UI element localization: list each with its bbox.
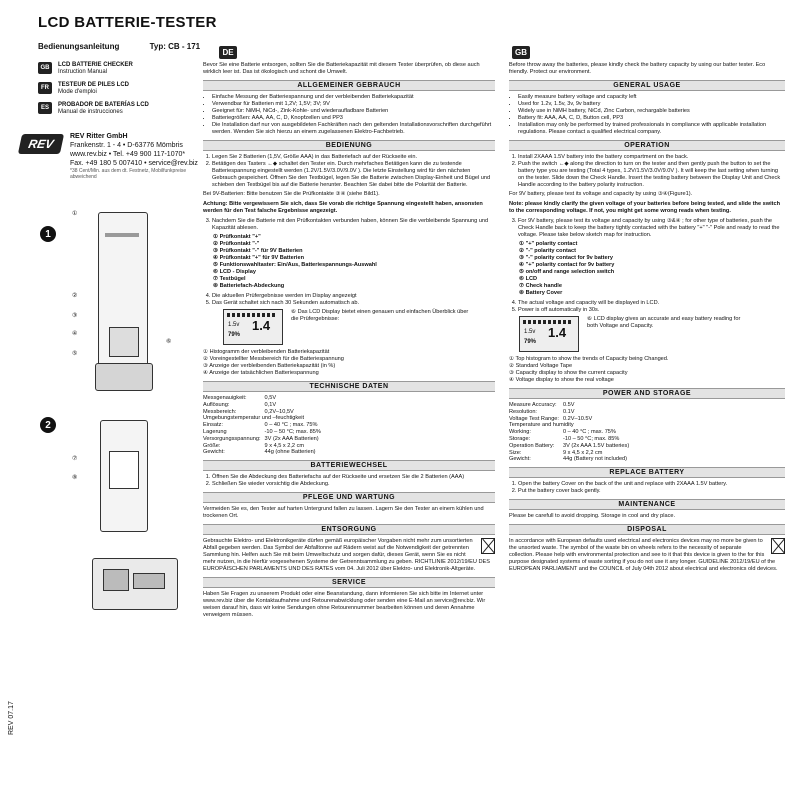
lcd-histogram — [523, 320, 573, 324]
manual-label: Bedienungsanleitung — [38, 42, 120, 51]
list-item: ④ Anzeige der tatsächlichen Batteriespannung — [203, 370, 319, 376]
callout-2: ② — [72, 293, 78, 299]
table-cell: Voltage Test Range: — [509, 415, 559, 422]
table-cell: Operation Battery: — [509, 442, 555, 449]
table-row — [203, 409, 325, 416]
gb-step3-list — [509, 218, 785, 239]
list-item: 1. Open the battery Cover on the back of the unit and replace with 2XAAA 1.5V battery. — [518, 481, 785, 488]
table-row — [509, 409, 633, 416]
list-item: ① Prüfkontakt "+" — [213, 234, 261, 240]
list-item: • Used for 1.2v, 1.5v, 3v, 9v battery — [518, 101, 785, 108]
list-item: 1. Install 2XAAA 1.5V battery into the battery compartment on the back. — [518, 154, 785, 161]
table-cell: 0.5V — [562, 402, 575, 408]
list-item: ② Prüfkontakt "-" — [213, 241, 260, 247]
table-row — [509, 456, 633, 463]
list-item: ⑦ Check handle — [519, 283, 562, 289]
gb-parts-list — [519, 241, 785, 297]
table-row — [509, 429, 633, 436]
table-row — [203, 402, 325, 409]
de-tech-heading: TECHNISCHE DATEN — [203, 381, 495, 392]
list-item: ③ Anzeige der verbleibenden Batteriekapazität (in %) — [203, 363, 336, 369]
de-warning: Achtung: Bitte vergewissern Sie sich, dass Sie vorab die richtige Spannung eingestellt haben, ansonsten werden für den Test falsche Ergebnisse angezeigt. — [203, 201, 483, 214]
battery-illustration — [103, 569, 129, 591]
list-item: 5. Power is off automatically in 30s. — [518, 307, 785, 314]
de-service-text: Haben Sie Fragen zu unserem Produkt oder eine Beanstandung, dann informieren Sie sich bitte im Internet unter www.rev.biz über die Kontaktaufnahme und Retourenabwicklung oder senden eine E-Mail an service@rev.biz. Wir weisen darauf hin, dass wir keine Sendungen ohne Retourennummer bearbeiten können und deren Annahme verweigern müssen. — [203, 591, 486, 619]
gb-steps-4-5 — [509, 300, 785, 314]
table-row — [203, 449, 325, 456]
gb-operation-list — [509, 154, 785, 189]
list-item: ② "-" polarity contact — [519, 248, 576, 254]
test-contacts — [105, 233, 139, 237]
table-row — [203, 443, 325, 450]
callout-4: ④ — [72, 331, 78, 337]
lang-gb — [38, 62, 133, 76]
table-cell: Umgebungstemperatur und –feuchtigkeit — [203, 415, 305, 422]
de-disposal-text: Gebrauchte Elektro- und Elektronikgeräte dürfen gemäß europäischer Vorgaben nicht mehr zum unsortierten Abfall gegeben werden. Das Symbol der Abfalltonne auf Rädern weist auf die Notwendigkeit der getrennten Sammlung hin. Helfen auch Sie mit beim Umweltschutz und sorgen dafür, dieses Gerät, wenn Sie es nicht mehr nutzen, in die hierfür vorgesehenen Systeme der Getrenntsammlung zu geben. RICHTLINIE 2012/19/EU DES EUROPÄISCHEN PARLAMENTS UND DES RATES vom 04. Juli 2012 über Elektro- und Elektronik-Altgeräte. — [203, 538, 490, 573]
lcd-voltage-value: 1.4 — [252, 318, 271, 333]
table-cell: Storage: — [509, 435, 531, 442]
list-item: • Geeignet für: NiMH, NiCd-, Zink-Kohle- und wiederaufladbare Batterien — [212, 108, 495, 115]
list-item: ④ Prüfkontakt "+" für 9V Batterien — [213, 255, 304, 261]
callout-6: ⑥ — [291, 309, 297, 315]
table-row — [509, 402, 633, 409]
table-cell: Resolution: — [509, 408, 537, 415]
list-item: ⑧ Batteriefach-Abdeckung — [213, 283, 285, 289]
table-cell: Messgenauigkeit: — [203, 395, 247, 401]
lang-badge: ES — [38, 102, 52, 114]
lang-title: TESTEUR DE PILES LCD — [58, 82, 130, 88]
list-item: ⑤ Funktionswahltaster: Ein/Aus, Batteriespannungs-Auswahl — [213, 262, 377, 268]
table-cell: -10 – 50 °C; max. 85% — [264, 428, 321, 435]
battery-illustration — [133, 573, 165, 589]
list-item: 3. For 9V battery, please test its voltage and capacity by using ③&④ ; for other type of batteries, push the Check Handle back to keep the battery tightly contacted with the battery "+" "-" Pole and ready to read the voltage. Please take below sketch map for instruction. — [518, 218, 785, 239]
gb-power-table — [509, 402, 633, 463]
waste-bin-icon — [771, 538, 785, 554]
gb-disposal-text: In accordance with European defaults used electrical and electronics devices may no more be given to the unsorted waste. The symbol of the waste bin on wheels refers to the necessity of separate collection. Please help with environmental protection and see to it that this device is given to the for this purpose designated systems of waste sorting if you do not use it any longer. GUIDELINE 2012/19/EU of the EUROPEAN PARLIAMENT and the COUNCIL of July 04th 2012 about electrical and electronics old devices. — [509, 538, 778, 573]
gb-warning: Note: please kindly clarify the given voltage of your batteries before being tested, and slide the switch to the corresponding voltage. If not, you might get some wrong reads when testing. — [509, 201, 781, 214]
list-item: • Verwendbar für Batterien mit 1,2V; 1,5V; 3V; 9V — [212, 101, 495, 108]
de-parts-list — [213, 234, 495, 290]
gb-maintenance-heading: MAINTENANCE — [509, 499, 785, 510]
list-item: ④ Voltage display to show the real voltage — [509, 377, 614, 383]
lcd-capacity: 79% — [524, 339, 537, 345]
table-cell: Working: — [509, 429, 531, 436]
table-row — [203, 422, 325, 429]
table-cell: Temperature and humidity — [509, 422, 574, 429]
de-display-legend — [203, 349, 495, 377]
list-item: ① Histogramm der verbleibenden Batteriekapazität — [203, 349, 330, 355]
list-item: ④ "+" polarity contact for 9v battery — [519, 262, 615, 268]
type-label: Typ: CB - 171 — [149, 42, 201, 51]
list-item: ⑦ Testbügel — [213, 276, 246, 282]
list-item: • Easily measure battery voltage and capacity left — [518, 94, 785, 101]
table-cell: Größe: — [203, 442, 221, 449]
gb-display-note — [587, 316, 747, 352]
callout-7: ⑦ — [72, 456, 78, 462]
gb-replace-heading: REPLACE BATTERY — [509, 467, 785, 478]
table-cell: Messbereich: — [203, 408, 237, 415]
company-address: Frankenstr. 1 - 4 • D-63776 Mömbris — [70, 142, 183, 149]
table-cell: Measure Accuracy: — [509, 402, 557, 408]
table-cell: Auflösung: — [203, 401, 230, 408]
list-item: ② Voreingestellter Messbereich für die Batteriespannung — [203, 356, 344, 362]
lang-badge: FR — [38, 82, 52, 94]
gb-9v-note: For 9V battery, please test its voltage and capacity by using ③④(Figure1). — [509, 191, 693, 197]
de-general-list — [203, 94, 495, 136]
list-item: 2. Schließen Sie wieder vorsichtig die Abdeckung. — [212, 481, 495, 488]
list-item: ③ Capacity display to show the current capacity — [509, 370, 628, 376]
de-badge: DE — [219, 46, 237, 59]
list-item: 4. Die aktuellen Prüfergebnisse werden im Display angezeigt — [212, 293, 495, 300]
list-item: • Einfache Messung der Batteriespannung und der verbleibenden Batteriekapazität — [212, 94, 495, 101]
gb-operation-heading: OPERATION — [509, 140, 785, 151]
de-display-note — [291, 309, 471, 345]
list-item: ① Top histogram to show the trends of Capacity being Changed. — [509, 356, 669, 362]
table-cell: 44g (ohne Batterien) — [264, 449, 316, 456]
table-cell: 44g (Battery not included) — [562, 456, 628, 463]
lcd-voltage-tape: 1.5v — [524, 329, 536, 335]
table-cell: -10 – 50 °C; max. 85% — [562, 435, 620, 442]
list-item: • Battery fit: AAA, AA, C, D, Button cell, PP3 — [518, 115, 785, 122]
list-item: ⑥ LCD - Display — [213, 269, 256, 275]
lcd-voltage-tape: 1.5v — [228, 322, 240, 328]
gb-maintenance-text: Please be carefull to avoid dropping. Storage in cool and dry place. — [509, 513, 676, 520]
table-row — [509, 450, 633, 457]
company-fax: Fax. +49 180 5 007410 • service@rev.biz — [70, 160, 198, 167]
list-item: ⑧ Battery Cover — [519, 290, 563, 296]
list-item: 2. Put the battery cover back gently. — [518, 488, 785, 495]
table-row — [203, 395, 325, 402]
lcd-voltage-value: 1.4 — [548, 325, 567, 340]
table-cell: Einsatz: — [203, 422, 223, 429]
table-row — [509, 416, 633, 423]
gb-disposal-heading: DISPOSAL — [509, 524, 785, 535]
table-cell: 9 x 4,5 x 2,2 cm — [562, 449, 603, 456]
company-info — [70, 132, 210, 180]
list-item: ⑥ LCD — [519, 276, 538, 282]
table-cell: 9 x 4,5 x 2,2 cm — [264, 442, 305, 449]
table-cell: 3V (2x AAA Batterien) — [264, 435, 319, 442]
note-text: LCD display gives an accurate and easy battery reading for both Voltage and Capacity. — [587, 316, 741, 329]
de-column — [203, 62, 495, 622]
gb-lcd-illustration — [519, 316, 579, 352]
gb-intro: Before throw away the batteries, please kindly check the battery capacity by using our batter tester. Eco friendly. Protect our environment. — [509, 62, 766, 75]
callout-3: ③ — [72, 313, 78, 319]
de-battery-list — [203, 474, 495, 488]
rev-logo: REV — [18, 134, 64, 154]
gb-column — [509, 62, 785, 576]
figure-1-number: 1 — [40, 226, 56, 242]
battery-cover — [109, 451, 139, 489]
list-item: • Batteriegrößen: AAA, AA, C, D, Knopfzellen und PP3 — [212, 115, 495, 122]
lang-fr — [38, 82, 129, 96]
revision-label: REV 07.17 — [8, 701, 15, 735]
table-row — [203, 429, 325, 436]
table-cell: Gewicht: — [203, 449, 225, 456]
table-row — [509, 422, 633, 429]
callout-5: ⑤ — [72, 351, 78, 357]
list-item: 2. Betätigen des Tasters ←◆ schaltet den Tester ein. Durch mehrfaches Betätigen kann die zu testende Batteriespannung eingestellt werden (1.2V/1.5V/3.0V/9.0V ). Die letzte Einstellung wird für den nächsten Gebrauch gespeichert. Öffnen Sie den Testbügel, legen Sie die Batterie zwischen Display-Einheit und Bügel und schieben den Testbügel bis auf die Batterie herunter. Beachten Sie dabei bitte die Polarität der Batterie. — [212, 161, 495, 189]
lcd-histogram — [227, 313, 277, 317]
list-item: 1. Öffnen Sie die Abdeckung des Batteriefachs auf der Rückseite und ersetzen Sie die 2 Batterien (AAA) — [212, 474, 495, 481]
list-item: ③ "-" polarity contact for 9v battery — [519, 255, 613, 261]
table-cell: Gewicht: — [509, 456, 531, 463]
tester-back-illustration — [100, 420, 148, 532]
de-care-text: Vermeiden Sie es, den Tester auf harten Untergrund fallen zu lassen. Lagern Sie den Tester an einem kühlen und trockenen Ort. — [203, 506, 484, 520]
tester-base — [95, 363, 153, 391]
list-item: 5. Das Gerät schaltet sich nach 30 Sekunden automatisch ab. — [212, 300, 495, 307]
lang-sub: Manual de instrucciones — [58, 109, 123, 115]
list-item: 3. Nachdem Sie die Batterie mit den Prüfkontakten verbunden haben, können Sie die verbleibende Spannung und Kapazität ablesen. — [212, 218, 495, 232]
de-general-heading: ALLGEMEINER GEBRAUCH — [203, 80, 495, 91]
lcd-window — [109, 327, 139, 357]
de-tech-table — [203, 395, 325, 456]
list-item: ① "+" polarity contact — [519, 241, 578, 247]
callout-6: ⑥ — [166, 339, 172, 345]
waste-bin-icon — [481, 538, 495, 554]
gb-general-heading: GENERAL USAGE — [509, 80, 785, 91]
table-cell: 0.1V — [562, 408, 575, 415]
callout-1: ① — [72, 211, 78, 217]
gb-general-list — [509, 94, 785, 136]
note-text: Das LCD Display bietet einen genauen und einfachen Überblick über die Prüfergebnisse: — [291, 309, 469, 322]
list-item: • Widely use in NiMH battery, NiCd, Zinc Carbon, rechargable batteries — [518, 108, 785, 115]
de-care-heading: PFLEGE UND WARTUNG — [203, 492, 495, 503]
de-usage-list — [203, 154, 495, 189]
table-cell: Versorgungsspannung: — [203, 435, 261, 442]
list-item: • Installation may only be performed by trained professionals in compliance with applicable installation regulations. Please contact a qualified electrical company. — [518, 122, 785, 136]
table-cell: Lagerung — [203, 428, 227, 435]
gb-display-legend — [509, 356, 785, 384]
figure-2-number: 2 — [40, 417, 56, 433]
company-note: *38 Cent/Min. aus dem dt. Festnetz, Mobilfunkpreise abweichend — [70, 168, 187, 180]
table-row — [509, 436, 633, 443]
de-steps-4-5 — [203, 293, 495, 307]
list-item: ③ Prüfkontakt "-" für 9V Batterien — [213, 248, 303, 254]
table-cell: 0,5V — [264, 395, 277, 401]
lang-title: PROBADOR DE BATERÍAS LCD — [58, 102, 149, 108]
table-row — [203, 436, 325, 443]
lang-sub: Mode d'emploi — [58, 89, 97, 95]
tester-front-illustration — [98, 212, 148, 390]
list-item: 4. The actual voltage and capacity will be displayed in LCD. — [518, 300, 785, 307]
callout-8: ⑧ — [72, 475, 78, 481]
lcd-capacity: 79% — [228, 332, 241, 338]
gb-badge: GB — [512, 46, 530, 59]
de-service-heading: SERVICE — [203, 577, 495, 588]
table-cell: 3V (2x AAA 1.5V batteries) — [562, 442, 630, 449]
table-row — [509, 443, 633, 450]
list-item: • Die Installation darf nur von ausgebildeten Fachkräften nach den geltenden Installationsvorschriften durchgeführt werden. Wenden Sie sich hierzu an einem zugelassenen Elektro-Fachbetrieb. — [212, 122, 495, 136]
de-step3-list — [203, 218, 495, 232]
list-item: 2. Push the switch ←◆ along the direction to turn on the tester and then gently push the button to set the battery type you are testing (Total 4 types, 1.2V/1.5V/3.0V/9.0V ). It will keep the last setting when turning on the tester. Slide down the Check Handle. Insert the testing battery between the Display Unit and Check Handle according to the battery polarity instruction. — [518, 161, 785, 189]
table-cell: Size: — [509, 449, 522, 456]
subtitle — [38, 42, 228, 51]
table-cell: 0 – 40 °C ; max. 75% — [562, 429, 616, 436]
gb-replace-list — [509, 481, 785, 495]
de-usage-heading: BEDIENUNG — [203, 140, 495, 151]
table-row — [203, 415, 325, 422]
page-title: LCD BATTERIE-TESTER — [38, 14, 217, 31]
list-item: ② Standard Voltage Tape — [509, 363, 573, 369]
de-intro: Bevor Sie eine Batterie entsorgen, sollten Sie die Batteriekapazität mit diesem Tester überprüfen, ob diese auch wirklich leer ist. Das ist ökologisch und schont die Umwelt. — [203, 62, 480, 75]
de-battery-heading: BATTERIEWECHSEL — [203, 460, 495, 471]
table-cell: 0.2V–10.5V — [562, 415, 593, 422]
de-9v-note: Bei 9V-Batterien: Bitte benutzen Sie die Prüfkontakte ③④ (siehe Bild1). — [203, 191, 380, 197]
company-web-tel: www.rev.biz • Tel. +49 900 117-1070* — [70, 151, 186, 158]
de-display-block — [223, 309, 495, 345]
list-item: ⑤ on/off and range selection switch — [519, 269, 615, 275]
lang-title: LCD BATTERIE CHECKER — [58, 62, 133, 68]
company-name: REV Ritter GmbH — [70, 133, 128, 140]
lang-sub: Instruction Manual — [58, 69, 108, 75]
lang-es — [38, 102, 149, 116]
table-cell: 0 – 40 °C ; max. 75% — [264, 422, 318, 429]
de-lcd-illustration — [223, 309, 283, 345]
tester-with-batteries-illustration — [92, 558, 178, 610]
gb-power-heading: POWER AND STORAGE — [509, 388, 785, 399]
lang-badge: GB — [38, 62, 52, 74]
table-cell: 0,1V — [264, 401, 277, 408]
table-cell: 0,2V–10,5V — [264, 408, 294, 415]
list-item: 1. Legen Sie 2 Batterien (1,5V, Größe AAA) in das Batteriefach auf der Rückseite ein. — [212, 154, 495, 161]
gb-display-block — [519, 316, 785, 352]
callout-6: ⑥ — [587, 316, 593, 322]
de-disposal-heading: ENTSORGUNG — [203, 524, 495, 535]
